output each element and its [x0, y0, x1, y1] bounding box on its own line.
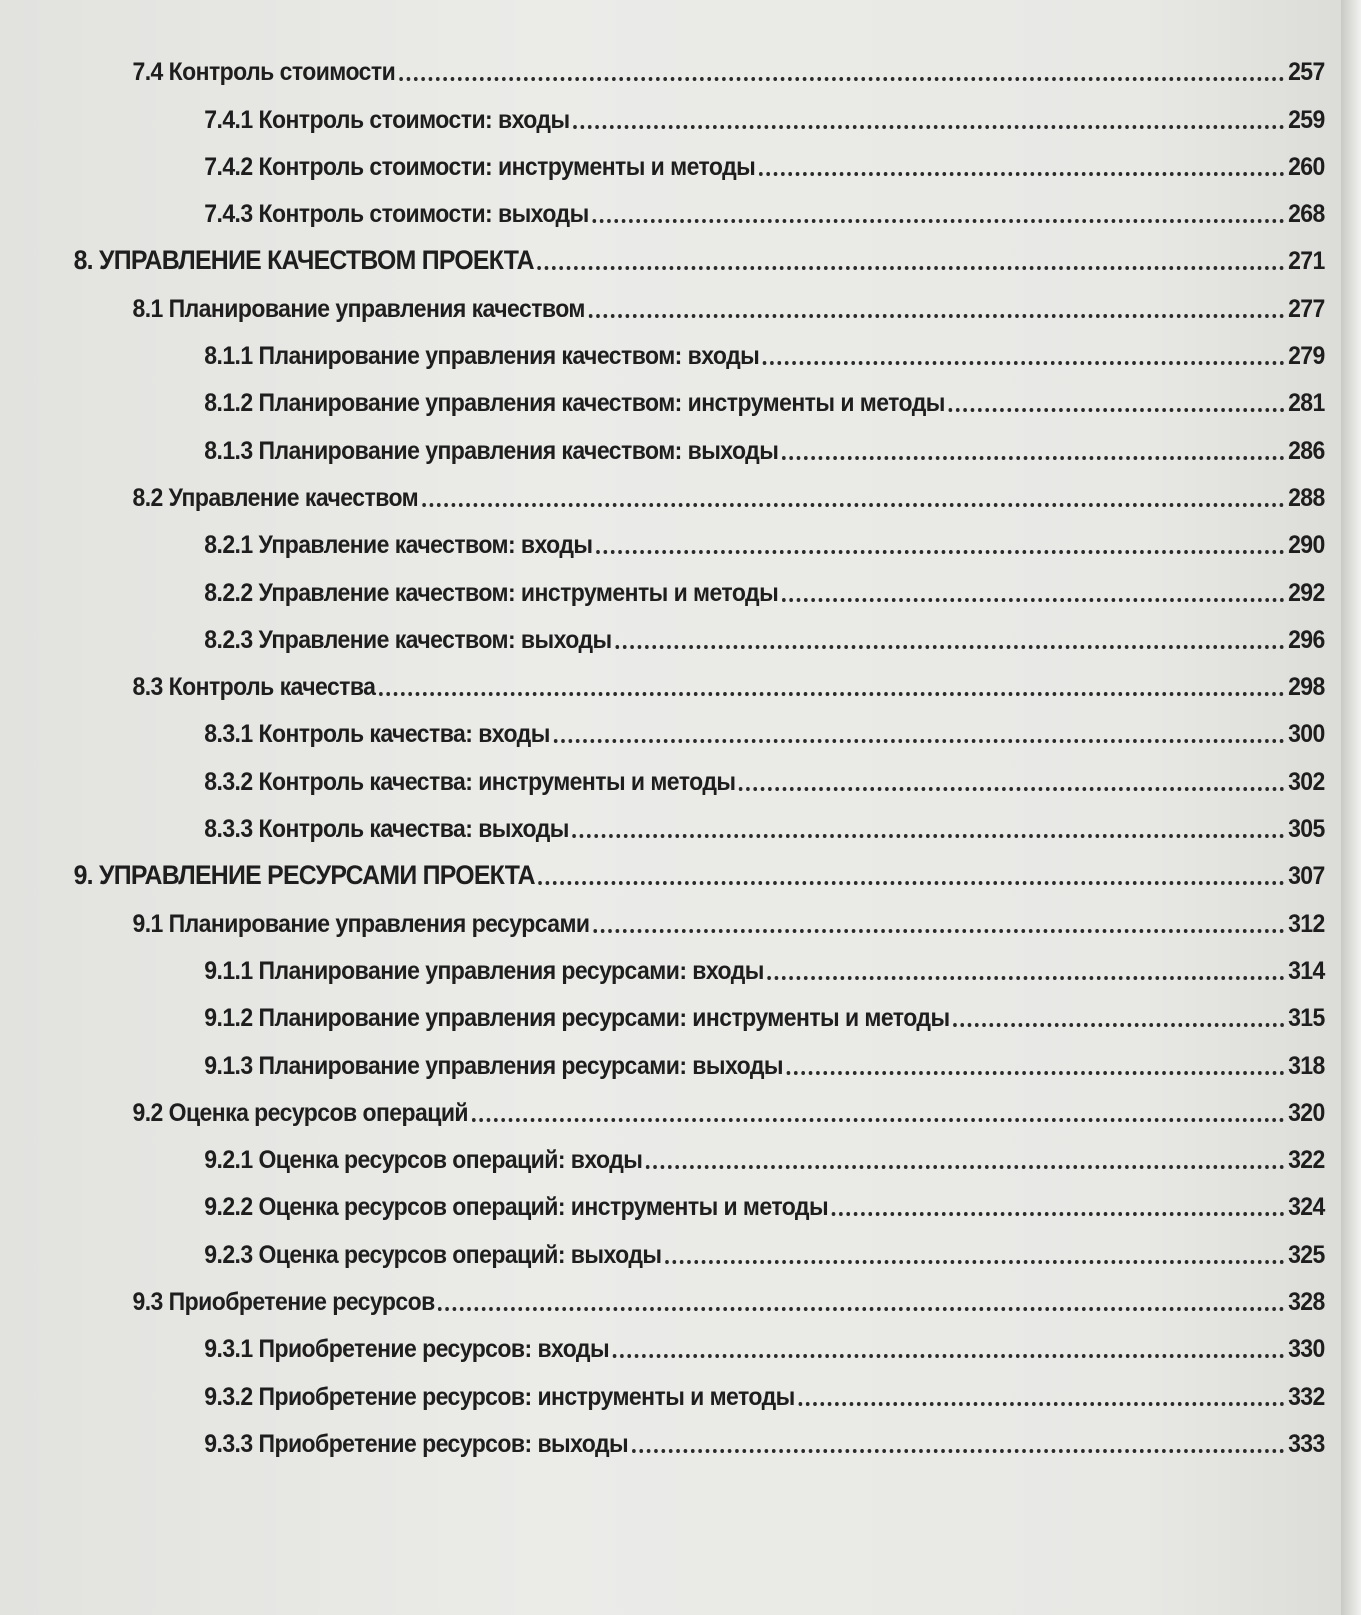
toc-leader-dots	[759, 172, 1284, 176]
toc-entry	[0, 702, 1325, 749]
toc-entry	[0, 40, 1325, 87]
toc-entry	[0, 87, 1325, 134]
toc-entry	[0, 1270, 1325, 1317]
toc-entry	[0, 939, 1325, 986]
toc-leader-dots	[379, 692, 1284, 696]
toc-entry-page-number: 325	[1288, 1240, 1325, 1269]
toc-entry-title: 9.2.2 Оценка ресурсов операций: инструменты и методы	[204, 1193, 829, 1222]
toc-entry	[0, 1081, 1325, 1128]
toc-leader-dots	[787, 1071, 1285, 1075]
toc-entry-title: 7.4.3 Контроль стоимости: выходы	[204, 200, 589, 229]
toc-entry	[0, 1222, 1325, 1269]
toc-entry-page-number: 302	[1288, 767, 1325, 796]
toc-entry	[0, 797, 1325, 844]
toc-entry-page-number: 300	[1288, 720, 1325, 749]
toc-entry-page-number: 260	[1288, 152, 1325, 181]
toc-entry	[0, 324, 1325, 371]
toc-entry-title: 8.1 Планирование управления качеством	[132, 294, 585, 323]
toc-entry	[0, 655, 1325, 702]
toc-entry	[0, 1317, 1325, 1364]
toc-entry-title: 9.1.2 Планирование управления ресурсами: инструменты и методы	[204, 1004, 950, 1033]
toc-entry-title: 8.1.3 Планирование управления качеством: выходы	[204, 436, 779, 465]
toc-entry-page-number: 298	[1288, 673, 1325, 702]
toc-entry-page-number: 268	[1288, 200, 1325, 229]
toc-leader-dots	[763, 361, 1284, 365]
toc-leader-dots	[538, 881, 1284, 885]
toc-leader-dots	[592, 219, 1284, 223]
toc-entry-title: 8.1.1 Планирование управления качеством: входы	[204, 342, 760, 371]
toc-entry-title: 7.4.2 Контроль стоимости: инструменты и методы	[204, 152, 756, 181]
toc-entry-title: 9.3.2 Приобретение ресурсов: инструменты и методы	[204, 1382, 795, 1411]
toc-entry-page-number: 279	[1288, 342, 1325, 371]
toc-entry-page-number: 314	[1288, 956, 1325, 985]
toc-entry-title: 9.3 Приобретение ресурсов	[132, 1288, 435, 1317]
toc-leader-dots	[798, 1402, 1284, 1406]
toc-entry-title: 8.1.2 Планирование управления качеством: инструменты и методы	[204, 389, 945, 418]
toc-entry-title: 9.1.1 Планирование управления ресурсами: входы	[204, 956, 764, 985]
toc-leader-dots	[646, 1165, 1284, 1169]
toc-leader-dots	[596, 550, 1284, 554]
toc-leader-dots	[832, 1212, 1285, 1216]
toc-entry-page-number: 320	[1288, 1098, 1325, 1127]
toc-entry-title: 9.2.1 Оценка ресурсов операций: входы	[204, 1146, 643, 1175]
toc-leader-dots	[422, 503, 1285, 507]
toc-entry	[0, 1412, 1325, 1459]
toc-leader-dots	[438, 1307, 1284, 1311]
toc-entry	[0, 466, 1325, 513]
toc-entry-page-number: 307	[1288, 862, 1325, 891]
toc-entry-title: 9.1 Планирование управления ресурсами	[132, 909, 590, 938]
toc-entry-page-number: 286	[1288, 436, 1325, 465]
toc-leader-dots	[953, 1023, 1284, 1027]
toc-entry-page-number: 324	[1288, 1193, 1325, 1222]
toc-entry-title: 7.4.1 Контроль стоимости: входы	[204, 105, 570, 134]
toc-entry-title: 9.2.3 Оценка ресурсов операций: выходы	[204, 1240, 662, 1269]
toc-entry-page-number: 290	[1288, 531, 1325, 560]
table-of-contents	[0, 40, 1330, 1459]
toc-entry-page-number: 292	[1288, 578, 1325, 607]
toc-entry-title: 8.2 Управление качеством	[132, 483, 419, 512]
toc-leader-dots	[632, 1449, 1284, 1453]
toc-entry-title: 8.3.3 Контроль качества: выходы	[204, 815, 569, 844]
toc-leader-dots	[665, 1260, 1284, 1264]
toc-leader-dots	[739, 787, 1284, 791]
toc-entry	[0, 229, 1325, 276]
toc-entry	[0, 891, 1325, 938]
toc-entry-title: 8.3.1 Контроль качества: входы	[204, 720, 550, 749]
toc-entry	[0, 1033, 1325, 1080]
toc-entry-page-number: 322	[1288, 1146, 1325, 1175]
toc-leader-dots	[573, 125, 1284, 129]
toc-entry-page-number: 277	[1288, 294, 1325, 323]
toc-entry-page-number: 330	[1288, 1335, 1325, 1364]
toc-entry-title: 7.4 Контроль стоимости	[132, 58, 396, 87]
toc-entry	[0, 1175, 1325, 1222]
toc-entry	[0, 560, 1325, 607]
toc-leader-dots	[593, 929, 1284, 933]
toc-leader-dots	[613, 1354, 1285, 1358]
toc-entry-page-number: 296	[1288, 625, 1325, 654]
toc-entry-title: 9.3.3 Приобретение ресурсов: выходы	[204, 1429, 629, 1458]
toc-entry-title: 8.3.2 Контроль качества: инструменты и методы	[204, 767, 736, 796]
toc-entry-page-number: 312	[1288, 909, 1325, 938]
toc-entry-title: 8.2.3 Управление качеством: выходы	[204, 625, 612, 654]
toc-entry	[0, 1128, 1325, 1175]
toc-entry-page-number: 259	[1288, 105, 1325, 134]
toc-entry-title: 9.1.3 Планирование управления ресурсами: выходы	[204, 1051, 783, 1080]
toc-leader-dots	[768, 976, 1285, 980]
toc-entry-title: 8.2.2 Управление качеством: инструменты и методы	[204, 578, 779, 607]
toc-entry	[0, 418, 1325, 465]
toc-leader-dots	[472, 1118, 1285, 1122]
toc-entry-page-number: 315	[1288, 1004, 1325, 1033]
toc-entry-page-number: 333	[1288, 1429, 1325, 1458]
page-edge	[1341, 0, 1361, 1615]
toc-entry-title: 9.3.1 Приобретение ресурсов: входы	[204, 1335, 610, 1364]
toc-leader-dots	[553, 739, 1284, 743]
toc-entry-page-number: 332	[1288, 1382, 1325, 1411]
toc-entry-page-number: 318	[1288, 1051, 1325, 1080]
toc-entry	[0, 844, 1325, 891]
toc-entry-page-number: 305	[1288, 815, 1325, 844]
toc-leader-dots	[782, 456, 1284, 460]
toc-entry-title: 9.2 Оценка ресурсов операций	[132, 1098, 469, 1127]
toc-entry-title: 8. УПРАВЛЕНИЕ КАЧЕСТВОМ ПРОЕКТА	[73, 245, 534, 276]
toc-entry-page-number: 257	[1288, 58, 1325, 87]
toc-leader-dots	[615, 645, 1284, 649]
toc-entry-title: 9. УПРАВЛЕНИЕ РЕСУРСАМИ ПРОЕКТА	[73, 860, 535, 891]
toc-entry	[0, 135, 1325, 182]
toc-entry-page-number: 328	[1288, 1288, 1325, 1317]
toc-entry	[0, 276, 1325, 323]
toc-entry	[0, 1364, 1325, 1411]
toc-leader-dots	[782, 598, 1284, 602]
toc-entry-page-number: 271	[1288, 247, 1325, 276]
toc-entry-page-number: 281	[1288, 389, 1325, 418]
toc-leader-dots	[573, 834, 1285, 838]
toc-entry	[0, 986, 1325, 1033]
toc-leader-dots	[399, 77, 1284, 81]
toc-entry-page-number: 288	[1288, 483, 1325, 512]
toc-entry	[0, 513, 1325, 560]
toc-entry-title: 8.3 Контроль качества	[132, 673, 376, 702]
toc-entry-title: 8.2.1 Управление качеством: входы	[204, 531, 593, 560]
toc-leader-dots	[538, 266, 1285, 270]
toc-leader-dots	[949, 408, 1285, 412]
toc-entry	[0, 371, 1325, 418]
toc-leader-dots	[589, 314, 1285, 318]
toc-entry	[0, 182, 1325, 229]
toc-entry	[0, 749, 1325, 796]
toc-entry	[0, 608, 1325, 655]
